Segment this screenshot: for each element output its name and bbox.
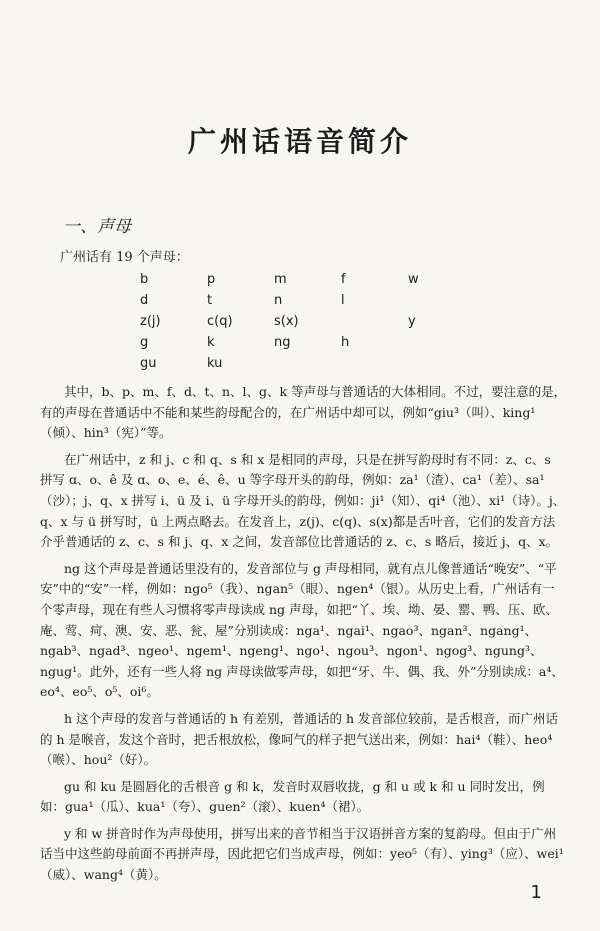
paragraph: 其中，b、p、m、f、d、t、n、l、g、k 等声母与普通话的大体相同。不过，要注意的是，有的声母在普通话中不能和某些韵母配合的，在广州话中却可以，例如“giu³（叫）、king¹（倾）、hin³（宪）”等。 <box>40 384 567 441</box>
initials-row <box>140 314 475 335</box>
initials-row <box>140 272 475 293</box>
initials-row <box>140 356 475 377</box>
section-heading: 一、声母 <box>63 217 131 237</box>
initial-cell: s(x) <box>274 314 299 329</box>
body-text <box>40 382 567 892</box>
initial-cell: p <box>207 272 216 287</box>
initial-cell: h <box>341 335 350 350</box>
initial-cell: ng <box>274 335 291 350</box>
paragraph: 在广州话中，z 和 j、c 和 q、s 和 x 是相同的声母，只是在拼写韵母时有不同：z、c、s 拼写 ɑ、o、ê 及 ɑ、o、e、é、ê、u 等字母开头的韵母，例如：za¹（渣）、ca¹（差）、sa¹（沙）；j、q、x 拼写 i、ü 及 i、ü 字母开头的韵母，例如：ji¹（知）、qi⁴（池）、xi¹（诗）。j、q、x 与 ü 拼写时，ü 上两点略去。在发音上，z(j)、c(q)、s(x)都是舌叶音，它们的发音方法介乎普通话的 z、c、s 和 j、q、x 之间，发音部位比普通话的 z、c、s 略后，接近 j、q、x。 <box>40 451 566 550</box>
initial-cell: ku <box>207 356 223 371</box>
initial-cell: m <box>274 272 287 287</box>
initial-cell: w <box>408 272 419 287</box>
initial-cell: l <box>341 293 345 308</box>
initial-cell: d <box>140 293 149 308</box>
initials-row <box>140 335 475 356</box>
initials-row <box>140 293 475 314</box>
paragraph: ng 这个声母是普通话里没有的，发音部位与 g 声母相同，就有点儿像普通话“晚安”、“平安”中的“安”一样，例如：ngo⁵（我）、ngan⁵（眼）、ngen⁴（银）。从历史上看，广州话有一个零声母，现在有些人习惯将零声母读成 ng 声母，如把“丫、埃、坳、晏、罂、鸭、压、欧、庵、莺、疴、澳、安、恶、瓮、屋”分别读成：nga¹、ngai¹、ngao³、ngan³、ngang¹、ngab³、ngad³、ngeo¹、ngem¹、ngeng¹、ngo¹、ngou³、ngon¹、ngog³、ngung³、ngug¹。此外，还有一些人将 ng 声母读做零声母，如把“牙、牛、偶、我、外”分别读成：a⁴、eo⁴、eo⁵、o⁵、oi⁶。 <box>40 560 564 700</box>
initial-cell: c(q) <box>207 314 233 329</box>
initials-table <box>140 272 475 377</box>
initial-cell: gu <box>140 356 157 371</box>
initial-cell: t <box>207 293 213 308</box>
initial-cell: f <box>341 272 346 287</box>
initial-cell: g <box>140 335 149 350</box>
paragraph: y 和 w 拼音时作为声母使用，拼写出来的音节相当于汉语拼音方案的复韵母。但由于广州话当中这些韵母前面不再拼声母，因此把它们当成声母，例如：yeo⁵（有）、ying³（应）、wei¹（威）、wang⁴（黄）。 <box>40 825 564 883</box>
initial-cell: y <box>408 314 416 329</box>
page-title: 广州话语音简介 <box>187 125 412 158</box>
initial-cell: b <box>140 272 149 287</box>
initial-cell: n <box>274 293 283 308</box>
paragraph: h 这个声母的发音与普通话的 h 有差别，普通话的 h 发音部位较前，是舌根音，而广州话的 h 是喉音，发这个音时，把舌根放松，像呵气的样子把气送出来，例如：hai⁴（鞋）、heo⁴（喉）、hou²（好）。 <box>40 710 559 768</box>
page-number: 1 <box>530 882 542 903</box>
section-intro: 广州话有 19 个声母： <box>60 250 189 265</box>
initial-cell: z(j) <box>140 314 161 329</box>
initial-cell: k <box>207 335 215 350</box>
paragraph: gu 和 ku 是圆唇化的舌根音 g 和 k，发音时双唇收拢，g 和 u 或 k 和 u 同时发出，例如：gua¹（瓜）、kua¹（夸）、guen²（滚）、kuen⁴（裙）。 <box>40 778 545 815</box>
